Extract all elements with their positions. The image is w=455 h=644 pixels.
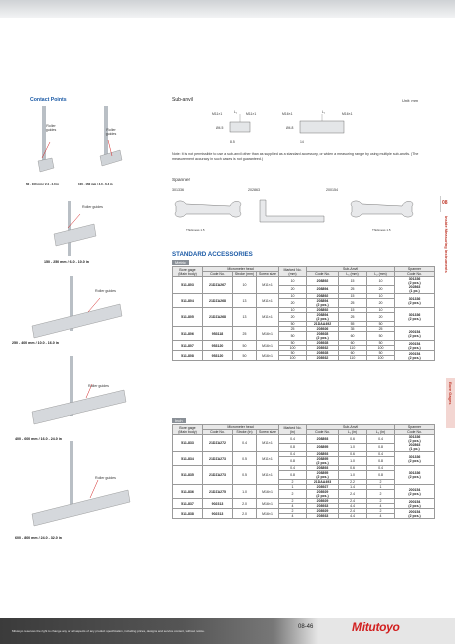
cell-sub-3: 1	[367, 485, 395, 490]
cell-sub-0: 20	[279, 313, 307, 322]
cell-mh: 21DZA268	[203, 294, 233, 308]
cell-mh: 953120	[203, 341, 233, 351]
cell-mh: 953120	[203, 351, 233, 361]
roller-guides-label-6: Roller guides	[95, 476, 116, 480]
sidebar-label-bore-gages: Bore Gages	[448, 382, 453, 405]
sidebar-label-inside-measuring: Inside Measuring Instruments	[444, 216, 449, 273]
col-sa-code: Code No.	[307, 430, 339, 435]
cell-sub-3: 0.4	[367, 466, 395, 471]
cell-spanner: 301336 (2 pcs.) 202863 (1 pc.)	[395, 435, 435, 452]
cell-sub-2: 0.6	[339, 435, 367, 444]
cell-stroke: 25	[233, 327, 257, 341]
cell-sub-2: 35	[339, 327, 367, 332]
mitutoyo-logo: Mitutoyo	[352, 620, 400, 634]
cell-sub-2: 1.0	[339, 443, 367, 452]
cell-stroke: 50	[233, 341, 257, 351]
cell-sub-0: 0.4	[279, 435, 307, 444]
col-l1: L₁ (mm)	[339, 272, 367, 277]
cell-sub-2: 2.2	[339, 480, 367, 485]
cell-sub-0: 0.4	[279, 466, 307, 471]
cell-sub-1: 208893	[307, 466, 339, 471]
cell-stroke: 0.4	[233, 435, 257, 452]
cell-spanner: 301336 (2 pcs.)	[395, 308, 435, 327]
cell-sub-2: 4.4	[339, 514, 367, 519]
cell-sub-0: 2	[279, 480, 307, 485]
cell-mh: 21DZA275	[203, 485, 233, 499]
cell-stroke: 10	[233, 277, 257, 294]
col-micrometer-head: Micrometer head	[203, 425, 279, 430]
spanner-thickness-1: Thickness 1.5	[186, 228, 205, 232]
contact-points-illustrations	[28, 106, 136, 556]
caption-60-100: 60 - 100 mm / 2.4 - 4.0 in	[26, 182, 59, 186]
col-micrometer-head: Micrometer head	[203, 267, 279, 272]
spanner-code-3: 200154	[326, 188, 338, 192]
cell-sub-1: 208894 (2 pcs.)	[307, 313, 339, 322]
caption-400-600: 400 - 600 mm / 16.0 - 24.0 in	[15, 437, 62, 441]
cell-sub-0: 0.4	[279, 452, 307, 457]
cell-sub-0: 50	[279, 341, 307, 346]
cell-sub-1: 208928	[307, 341, 339, 346]
cell-screw: M16×1	[257, 341, 279, 351]
cell-sub-3: 50	[367, 351, 395, 356]
col-screw: Screw size	[257, 272, 279, 277]
cell-sub-0: 50	[279, 351, 307, 356]
cell-sub-1: 208895 (2 pcs.)	[307, 471, 339, 480]
sa-label-7: Ø4.5	[216, 126, 224, 130]
caption-150-250: 150 - 250 mm / 6.0 - 10.0 in	[44, 260, 89, 264]
inch-accessories-table	[172, 424, 435, 519]
cell-spanner: 301336 (2 pcs.)	[395, 466, 435, 485]
cell-sub-3: 100	[367, 346, 395, 351]
cell-sub-1: 21DAA492	[307, 322, 339, 327]
spanner-code-1: 301336	[172, 188, 184, 192]
cell-sub-3: 0.4	[367, 452, 395, 457]
cell-spanner: 301336 (2 pcs.) 202863 (1 pc.)	[395, 277, 435, 294]
cell-sub-2: 60	[339, 332, 367, 341]
caption-600-800: 600 - 800 mm / 24.0 - 32.0 in	[15, 536, 62, 540]
cell-sub-0: 20	[279, 285, 307, 294]
cell-bore: 511-834	[173, 452, 203, 466]
cell-sub-2: 25	[339, 299, 367, 308]
cell-sub-0: 4	[279, 514, 307, 519]
cell-screw: M11×1	[257, 452, 279, 466]
cell-mh: 953118	[203, 327, 233, 341]
col-marked: Marked No. (mm)	[279, 267, 307, 277]
cell-sub-3: 100	[367, 356, 395, 361]
cell-sub-2: 2.4	[339, 499, 367, 504]
cell-sub-3: 50	[367, 322, 395, 327]
sidebar-tab-bore-gages	[446, 378, 455, 428]
table-row	[173, 277, 435, 286]
cell-mh: 21DZA267	[203, 277, 233, 294]
cell-sub-2: 0.6	[339, 452, 367, 457]
cell-spanner: 200154 (2 pcs.)	[395, 327, 435, 341]
cell-spanner: 301336 (2 pcs.)	[395, 294, 435, 308]
cell-sub-3: 2	[367, 490, 395, 499]
cell-sub-0: 0.8	[279, 443, 307, 452]
col-sa-code: Code No.	[307, 272, 339, 277]
cell-sub-0: 10	[279, 308, 307, 313]
cell-sub-1: 208894 (2 pcs.)	[307, 299, 339, 308]
cell-bore: 511-837	[173, 499, 203, 509]
cell-screw: M11×1	[257, 277, 279, 294]
cell-sub-0: 10	[279, 277, 307, 286]
col-stroke: Stroke (mm)	[233, 272, 257, 277]
spanner-drawings	[170, 194, 430, 234]
cell-screw: M11×1	[257, 466, 279, 485]
cell-sub-3: 4	[367, 504, 395, 509]
col-l2: L₂ (in)	[367, 430, 395, 435]
cell-spanner: 200154 (2 pcs.)	[395, 351, 435, 361]
metric-tag: Metric	[172, 260, 189, 265]
spanner-code-2: 202863	[248, 188, 260, 192]
cell-screw: M16×1	[257, 499, 279, 509]
roller-guides-label-5: Roller guides	[88, 384, 109, 388]
col-screw: Screw size	[257, 430, 279, 435]
cell-sub-1: 208929	[307, 499, 339, 504]
cell-bore: 511-838	[173, 509, 203, 519]
cell-sub-2: 0.6	[339, 466, 367, 471]
cell-bore: 511-806	[173, 327, 203, 341]
cell-sub-1: 21DAA493	[307, 480, 339, 485]
cell-stroke: 2.0	[233, 509, 257, 519]
cell-sub-3: 0.8	[367, 443, 395, 452]
cell-sub-1: 208933	[307, 514, 339, 519]
cell-sub-1: 208893	[307, 435, 339, 444]
cell-sub-2: 15	[339, 308, 367, 313]
cell-bore: 511-836	[173, 485, 203, 499]
cell-sub-1: 208894	[307, 285, 339, 294]
cell-spanner: 200154 (2 pcs.)	[395, 341, 435, 351]
cell-sub-3: 10	[367, 294, 395, 299]
cell-bore: 511-833	[173, 435, 203, 452]
cell-sub-2: 60	[339, 341, 367, 346]
cell-sub-3: 2	[367, 480, 395, 485]
cell-bore: 511-807	[173, 341, 203, 351]
contact-points-heading: Contact Points	[30, 97, 67, 103]
cell-sub-2: 2.4	[339, 509, 367, 514]
roller-guides-label-2: Roller guides	[105, 128, 117, 136]
cell-sub-1: 208928	[307, 351, 339, 356]
cell-sub-1: 208895	[307, 443, 339, 452]
cell-spanner: 200154 (2 pcs.)	[395, 499, 435, 509]
inch-tag: Inch	[172, 418, 186, 423]
cell-sub-1: 208892	[307, 308, 339, 313]
sa-label-3: M16×1	[282, 112, 293, 116]
sa-label-1: M11×1	[212, 112, 223, 116]
cell-sub-2: 1.0	[339, 471, 367, 480]
cell-sub-3: 2	[367, 509, 395, 514]
cell-sub-3: 20	[367, 285, 395, 294]
caption-250-400: 250 - 400 mm / 10.0 - 16.0 in	[12, 341, 59, 345]
cell-sub-2: 1.0	[339, 457, 367, 466]
cell-spanner: 200154 (2 pcs.)	[395, 509, 435, 519]
cell-screw: M11×1	[257, 308, 279, 327]
cell-sub-0: 50	[279, 322, 307, 327]
unit-label: Unit: mm	[402, 98, 418, 103]
cell-bore: 511-805	[173, 308, 203, 327]
col-spanner: Spanner	[395, 425, 435, 430]
cell-stroke: 13	[233, 308, 257, 327]
cell-sub-0: 0.8	[279, 471, 307, 480]
cell-sub-2: 60	[339, 351, 367, 356]
caption-100-160: 100 - 160 mm / 4.0 - 6.4 in	[78, 182, 113, 186]
cell-sub-2: 4.4	[339, 504, 367, 509]
cell-sub-3: 50	[367, 341, 395, 346]
cell-sub-3: 10	[367, 277, 395, 286]
cell-sub-1: 208927	[307, 485, 339, 490]
cell-sub-3: 4	[367, 514, 395, 519]
cell-sub-1: 208926	[307, 327, 339, 332]
roller-guides-label-4: Roller guides	[95, 289, 116, 293]
cell-sub-1: 208892	[307, 294, 339, 299]
metric-accessories-table	[172, 266, 435, 361]
cell-bore: 511-803	[173, 277, 203, 294]
sidebar-inside-measuring	[440, 196, 455, 346]
cell-mh: 902313	[203, 509, 233, 519]
spanner-thickness-2: Thickness 1.5	[372, 228, 391, 232]
cell-sub-3: 10	[367, 308, 395, 313]
cell-sub-2: 25	[339, 285, 367, 294]
col-sub-anvil: Sub-Anvil	[307, 267, 395, 272]
cell-sub-1: 208932	[307, 356, 339, 361]
cell-mh: 21DZA272	[203, 435, 233, 452]
cell-screw: M16×1	[257, 327, 279, 341]
cell-sub-3: 0.4	[367, 435, 395, 444]
cell-spanner: 301336 (2 pcs.)	[395, 452, 435, 466]
col-bore: Bore gage (Main body)	[173, 267, 203, 277]
col-span-code: Code No.	[395, 272, 435, 277]
cell-sub-1: 208929	[307, 509, 339, 514]
cell-sub-2: 25	[339, 313, 367, 322]
col-spanner: Spanner	[395, 267, 435, 272]
spanner-title: Spanner	[172, 178, 191, 183]
col-bore: Bore gage (Main body)	[173, 425, 203, 435]
cell-sub-0: 10	[279, 294, 307, 299]
col-marked: Marked No. (in)	[279, 425, 307, 435]
cell-sub-0: 20	[279, 299, 307, 308]
cell-stroke: 1.0	[233, 485, 257, 499]
cell-sub-0: 2	[279, 509, 307, 514]
cell-bore: 511-808	[173, 351, 203, 361]
cell-bore: 511-804	[173, 294, 203, 308]
cell-sub-0: 25	[279, 327, 307, 332]
col-stroke: Stroke (in)	[233, 430, 257, 435]
sa-label-2: M11×1	[246, 112, 257, 116]
col-mh-code: Code No.	[203, 272, 233, 277]
cell-sub-0: 1	[279, 485, 307, 490]
roller-guides-label-3: Roller guides	[82, 205, 103, 209]
cell-sub-3: 0.8	[367, 457, 395, 466]
cell-sub-0: 0.8	[279, 457, 307, 466]
cell-sub-1: 208928 (2 pcs.)	[307, 332, 339, 341]
cell-screw: M16×1	[257, 351, 279, 361]
cell-sub-2: 15	[339, 294, 367, 299]
col-l2: L₂ (mm)	[367, 272, 395, 277]
cell-sub-2: 55	[339, 322, 367, 327]
sa-label-10: 14	[300, 140, 304, 144]
col-l1: L₁ (in)	[339, 430, 367, 435]
col-span-code: Code No.	[395, 430, 435, 435]
cell-sub-2: 1.4	[339, 485, 367, 490]
cell-sub-1: 208933	[307, 504, 339, 509]
roller-guides-label-1: Roller guides	[45, 124, 57, 132]
top-banner	[0, 0, 455, 18]
cell-screw: M11×1	[257, 294, 279, 308]
sub-anvil-heading: Sub-anvil	[172, 97, 193, 103]
sub-anvil-note: Note: It is not permissible to use a sub-anvil other than as supplied as a standard accessory, or widen a measuring range by using multiple sub-anvils. (The measurement accuracy in such cases is not guaranteed.)	[172, 152, 419, 161]
cell-stroke: 13	[233, 294, 257, 308]
cell-screw: M11×1	[257, 435, 279, 452]
cell-sub-2: 2.4	[339, 490, 367, 499]
cell-sub-0: 100	[279, 356, 307, 361]
cell-sub-3: 0.8	[367, 471, 395, 480]
table-row	[173, 435, 435, 444]
cell-sub-0: 4	[279, 504, 307, 509]
cell-sub-3: 20	[367, 299, 395, 308]
cell-mh: 21DZA273	[203, 466, 233, 485]
col-sub-anvil: Sub-Anvil	[307, 425, 395, 430]
cell-sub-2: 110	[339, 346, 367, 351]
cell-sub-3: 25	[367, 327, 395, 332]
cell-bore: 511-835	[173, 466, 203, 485]
cell-stroke: 0.5	[233, 466, 257, 485]
cell-sub-3: 2	[367, 499, 395, 504]
footer-disclaimer: Mitutoyo reserves the right to change any or all aspects of any product specification, including prices, designs and service content, without notice.	[12, 629, 205, 633]
cell-spanner: 200154 (2 pcs.)	[395, 485, 435, 499]
cell-stroke: 0.5	[233, 452, 257, 466]
cell-sub-0: 2	[279, 499, 307, 504]
cell-sub-2: 15	[339, 277, 367, 286]
cell-screw: M16×1	[257, 485, 279, 499]
cell-sub-1: 208929 (2 pcs.)	[307, 490, 339, 499]
page-tab-number: 08	[442, 200, 448, 206]
cell-stroke: 50	[233, 351, 257, 361]
sa-label-9: 8.5	[230, 140, 235, 144]
cell-sub-1: 208895 (2 pcs.)	[307, 457, 339, 466]
cell-sub-0: 2	[279, 490, 307, 499]
cell-sub-3: 20	[367, 313, 395, 322]
cell-mh: 21DZA273	[203, 452, 233, 466]
sa-label-4: M16×1	[342, 112, 353, 116]
cell-sub-3: 50	[367, 332, 395, 341]
cell-stroke: 2.0	[233, 499, 257, 509]
sa-label-6: L₁	[322, 110, 326, 114]
page-number: 08-46	[298, 624, 314, 630]
sa-label-5: L₁	[234, 110, 238, 114]
sa-label-8: Ø4.8	[286, 126, 294, 130]
cell-screw: M16×1	[257, 509, 279, 519]
cell-sub-0: 50	[279, 332, 307, 341]
cell-mh: 21DZA268	[203, 308, 233, 327]
cell-sub-2: 110	[339, 356, 367, 361]
cell-sub-1: 208932	[307, 346, 339, 351]
col-mh-code: Code No.	[203, 430, 233, 435]
cell-sub-1: 208893	[307, 452, 339, 457]
cell-sub-0: 100	[279, 346, 307, 351]
cell-sub-1: 208892	[307, 277, 339, 286]
standard-accessories-title: STANDARD ACCESSORIES	[172, 251, 253, 258]
cell-mh: 902313	[203, 499, 233, 509]
